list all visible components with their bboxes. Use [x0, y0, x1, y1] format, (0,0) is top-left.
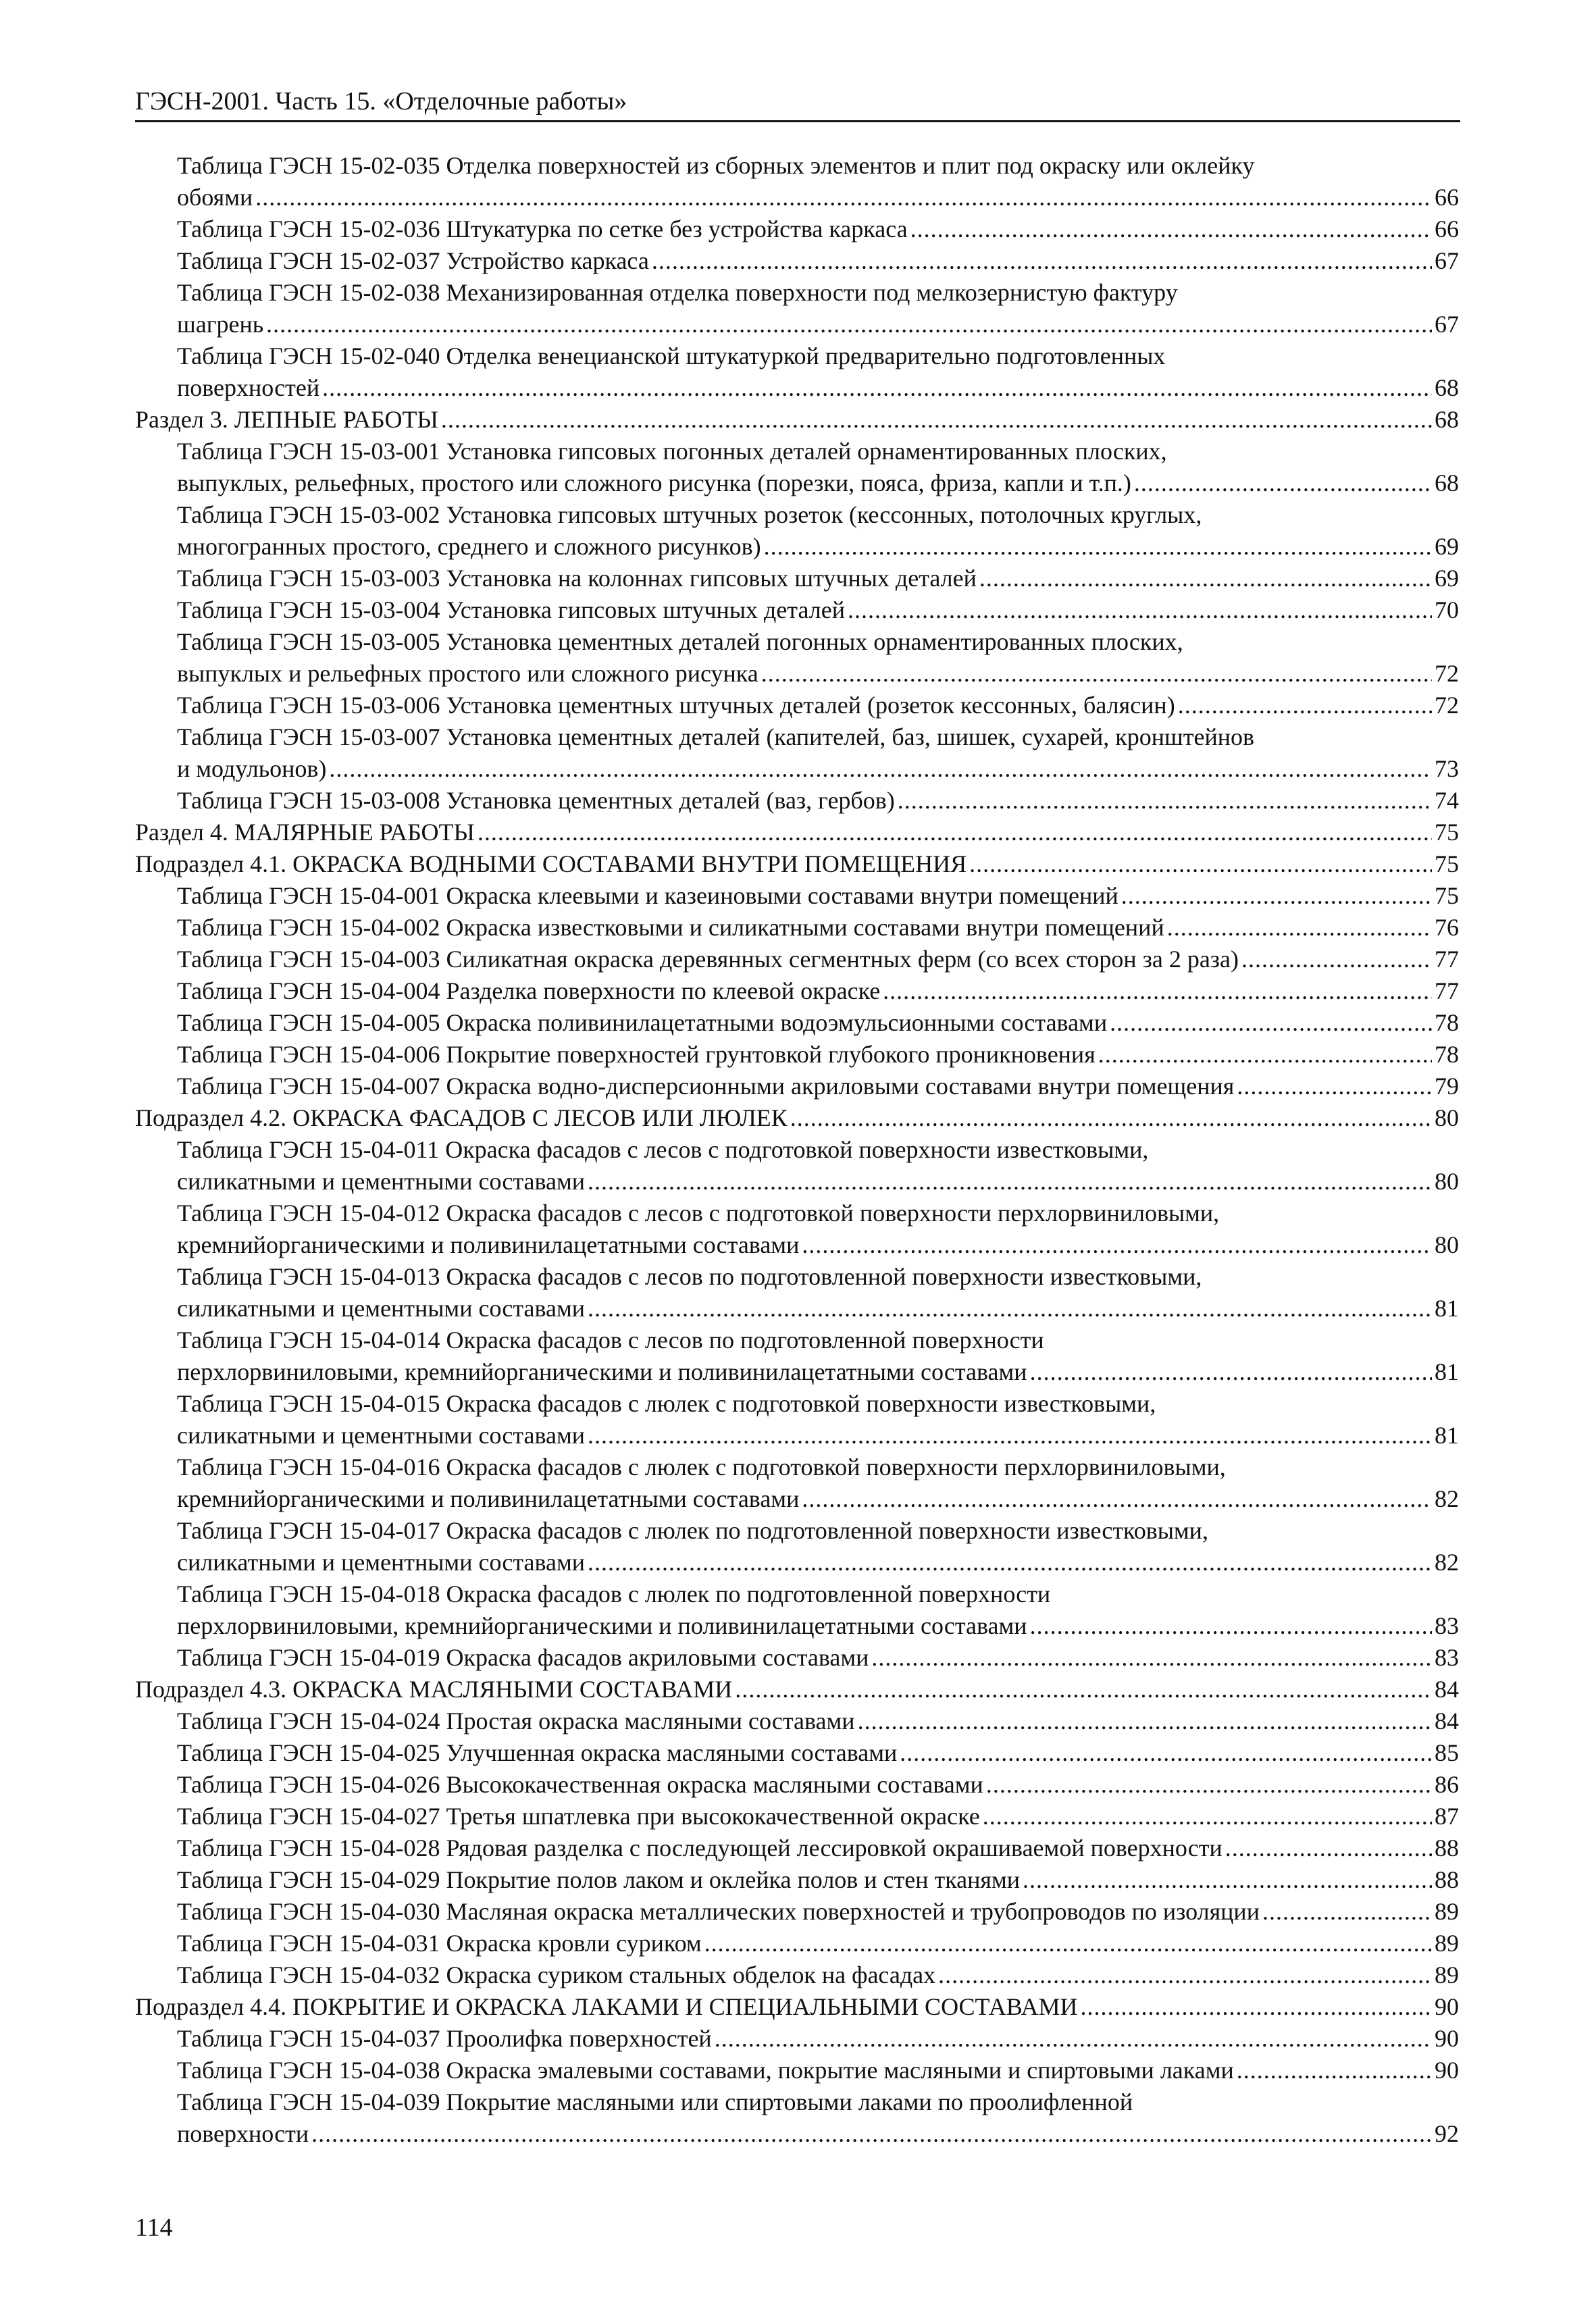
- toc-table-entry[interactable]: [135, 277, 1459, 340]
- toc-page-number: 90: [1435, 2025, 1459, 2052]
- toc-table-entry[interactable]: [135, 1959, 1459, 1991]
- toc-table-entry[interactable]: [135, 1007, 1459, 1039]
- toc-page-number: 89: [1435, 1898, 1459, 1925]
- toc-page-number: 80: [1435, 1168, 1459, 1195]
- toc-table-entry[interactable]: [135, 245, 1459, 277]
- toc-page-number: 70: [1435, 596, 1459, 623]
- toc-entry-title: многогранных простого, среднего и сложного рисунков): [177, 533, 761, 560]
- toc-entry-title: Таблица ГЭСН 15-04-037 Проолифка поверхностей: [177, 2025, 712, 2052]
- toc-entry-line: [177, 626, 1459, 658]
- dot-leader: [764, 531, 1432, 563]
- toc-entry-title: Таблица ГЭСН 15-02-038 Механизированная отделка поверхности под мелкозернистую фактуру: [177, 279, 1178, 306]
- dot-leader: [1237, 2055, 1432, 2086]
- toc-table-entry[interactable]: [135, 340, 1459, 404]
- dot-leader: [848, 594, 1432, 626]
- toc-entry-line: [177, 245, 1459, 277]
- toc-page-number: 82: [1435, 1549, 1459, 1576]
- toc-page-number: 80: [1435, 1104, 1459, 1131]
- toc-table-entry[interactable]: [135, 626, 1459, 690]
- toc-section-entry[interactable]: [135, 817, 1459, 848]
- dot-leader: [910, 213, 1432, 245]
- toc-table-entry[interactable]: [135, 563, 1459, 594]
- dot-leader: [1098, 1039, 1432, 1071]
- dot-leader: [329, 753, 1432, 785]
- toc-entry-line: [177, 721, 1459, 753]
- toc-page-number: 86: [1435, 1771, 1459, 1798]
- toc-entry-title: обоями: [177, 184, 253, 211]
- toc-page-number: 92: [1435, 2120, 1459, 2147]
- toc-page-number: 90: [1435, 1993, 1459, 2020]
- toc-entry-title: кремнийорганическими и поливинилацетатными составами: [177, 1231, 800, 1258]
- toc-entry-line: [177, 1737, 1459, 1769]
- toc-entry-line: [177, 658, 1459, 690]
- toc-entry-line: [177, 1705, 1459, 1737]
- toc-table-entry[interactable]: [135, 499, 1459, 563]
- toc-table-entry[interactable]: [135, 1388, 1459, 1451]
- toc-entry-line: [177, 1959, 1459, 1991]
- toc-page-number: 89: [1435, 1930, 1459, 1957]
- toc-entry-title: Таблица ГЭСН 15-04-006 Покрытие поверхностей грунтовкой глубокого проникновения: [177, 1041, 1096, 1068]
- toc-section-entry[interactable]: [135, 1102, 1459, 1134]
- toc-entry-line: [177, 880, 1459, 912]
- toc-entry-line: [177, 912, 1459, 944]
- toc-entry-line: [177, 531, 1459, 563]
- toc-entry-title: Таблица ГЭСН 15-04-004 Разделка поверхности по клеевой окраске: [177, 977, 881, 1004]
- toc-section-entry[interactable]: [135, 404, 1459, 436]
- toc-page-number: 81: [1435, 1295, 1459, 1322]
- toc-entry-title: шагрень: [177, 311, 264, 338]
- toc-entry-line: [177, 499, 1459, 531]
- toc-table-entry[interactable]: [135, 1071, 1459, 1102]
- toc-table-entry[interactable]: [135, 690, 1459, 721]
- toc-entry-title: Таблица ГЭСН 15-04-011 Окраска фасадов с лесов с подготовкой поверхности известковыми,: [177, 1136, 1149, 1163]
- toc-table-entry[interactable]: [135, 1801, 1459, 1832]
- toc-entry-line: [177, 2118, 1459, 2150]
- table-of-contents: [135, 150, 1459, 2150]
- dot-leader: [986, 1769, 1432, 1801]
- dot-leader: [983, 1801, 1432, 1832]
- toc-entry-title: Таблица ГЭСН 15-02-040 Отделка венецианской штукатуркой предварительно подготовленных: [177, 342, 1166, 369]
- toc-table-entry[interactable]: [135, 1198, 1459, 1261]
- toc-entry-title: Таблица ГЭСН 15-04-007 Окраска водно-дисперсионными акриловыми составами внутри помещения: [177, 1073, 1235, 1100]
- dot-leader: [311, 2118, 1432, 2150]
- toc-section-entry[interactable]: [135, 848, 1459, 880]
- toc-entry-line: [177, 690, 1459, 721]
- toc-section-entry[interactable]: [135, 1991, 1459, 2023]
- toc-entry-title: Таблица ГЭСН 15-03-002 Установка гипсовых штучных розеток (кессонных, потолочных круглых,: [177, 501, 1202, 528]
- toc-entry-title: Таблица ГЭСН 15-02-037 Устройство каркаса: [177, 247, 649, 274]
- toc-entry-title: Таблица ГЭСН 15-03-006 Установка цементных штучных деталей (розеток кессонных, балясин): [177, 692, 1175, 719]
- dot-leader: [266, 309, 1432, 340]
- dot-leader: [588, 1293, 1432, 1325]
- toc-entry-title: перхлорвиниловыми, кремнийорганическими и поливинилацетатными составами: [177, 1358, 1027, 1385]
- toc-table-entry[interactable]: [135, 880, 1459, 912]
- toc-entry-line: [177, 2023, 1459, 2055]
- toc-entry-line: [177, 1801, 1459, 1832]
- toc-entry-line: [177, 467, 1459, 499]
- toc-entry-title: Таблица ГЭСН 15-03-008 Установка цементных деталей (ваз, гербов): [177, 787, 895, 814]
- toc-entry-title: Таблица ГЭСН 15-04-030 Масляная окраска металлических поверхностей и трубопроводов по изоляции: [177, 1898, 1260, 1925]
- toc-entry-title: Таблица ГЭСН 15-04-019 Окраска фасадов акриловыми составами: [177, 1644, 869, 1671]
- toc-page-number: 74: [1435, 787, 1459, 814]
- toc-entry-line: [177, 1769, 1459, 1801]
- dot-leader: [969, 848, 1432, 880]
- toc-table-entry[interactable]: [135, 912, 1459, 944]
- toc-page-number: 67: [1435, 311, 1459, 338]
- toc-table-entry[interactable]: [135, 1928, 1459, 1959]
- toc-table-entry[interactable]: [135, 1039, 1459, 1071]
- toc-table-entry[interactable]: [135, 1578, 1459, 1642]
- dot-leader: [871, 1642, 1432, 1674]
- toc-entry-title: Таблица ГЭСН 15-04-029 Покрытие полов лаком и оклейка полов и стен тканями: [177, 1866, 1021, 1893]
- toc-entry-title: поверхностей: [177, 374, 320, 401]
- toc-page-number: 77: [1435, 977, 1459, 1004]
- toc-entry-line: [177, 1451, 1459, 1483]
- dot-leader: [1030, 1356, 1432, 1388]
- dot-leader: [735, 1674, 1432, 1705]
- toc-page-number: 68: [1435, 374, 1459, 401]
- toc-entry-line: [177, 1578, 1459, 1610]
- toc-entry-line: [177, 1039, 1459, 1071]
- toc-page-number: 81: [1435, 1422, 1459, 1449]
- toc-entry-title: выпуклых, рельефных, простого или сложного рисунка (порезки, пояса, фриза, капли и т.п.): [177, 469, 1131, 496]
- toc-entry-title: силикатными и цементными составами: [177, 1549, 586, 1576]
- dot-leader: [802, 1483, 1432, 1515]
- toc-entry-line: [177, 1134, 1459, 1166]
- toc-entry-title: кремнийорганическими и поливинилацетатными составами: [177, 1485, 800, 1512]
- toc-page-number: 73: [1435, 755, 1459, 782]
- toc-entry-line: [177, 594, 1459, 626]
- toc-table-entry[interactable]: [135, 721, 1459, 785]
- toc-entry-line: [177, 753, 1459, 785]
- toc-entry-line: [177, 1293, 1459, 1325]
- dot-leader: [938, 1959, 1432, 1991]
- toc-entry-line: [177, 340, 1459, 372]
- toc-entry-title: Таблица ГЭСН 15-04-038 Окраска эмалевыми составами, покрытие масляными и спиртовыми лаками: [177, 2057, 1234, 2084]
- toc-page-number: 68: [1435, 406, 1459, 433]
- dot-leader: [588, 1547, 1432, 1578]
- header-title: ГЭСН-2001. Часть 15. «Отделочные работы»: [135, 87, 627, 115]
- toc-page-number: 84: [1435, 1676, 1459, 1703]
- toc-entry-title: Таблица ГЭСН 15-04-039 Покрытие масляными или спиртовыми лаками по проолифленной: [177, 2088, 1133, 2115]
- toc-entry-line: [135, 1674, 1459, 1705]
- toc-entry-line: [177, 150, 1459, 182]
- toc-entry-title: Подраздел 4.4. ПОКРЫТИЕ И ОКРАСКА ЛАКАМИ И СПЕЦИАЛЬНЫМИ СОСТАВАМИ: [135, 1993, 1078, 2020]
- toc-page-number: 72: [1435, 660, 1459, 687]
- toc-table-entry[interactable]: [135, 2055, 1459, 2086]
- running-header: [135, 80, 1460, 122]
- toc-entry-line: [177, 1071, 1459, 1102]
- toc-table-entry[interactable]: [135, 785, 1459, 817]
- dot-leader: [255, 182, 1432, 213]
- toc-table-entry[interactable]: [135, 1896, 1459, 1928]
- toc-entry-line: [177, 1832, 1459, 1864]
- toc-entry-title: Таблица ГЭСН 15-04-024 Простая окраска масляными составами: [177, 1707, 855, 1734]
- toc-entry-line: [177, 563, 1459, 594]
- toc-entry-title: Таблица ГЭСН 15-04-018 Окраска фасадов с люлек по подготовленной поверхности: [177, 1580, 1051, 1608]
- toc-entry-line: [177, 1896, 1459, 1928]
- toc-entry-title: Таблица ГЭСН 15-04-015 Окраска фасадов с люлек с подготовкой поверхности известковыми,: [177, 1390, 1156, 1417]
- dot-leader: [704, 1928, 1432, 1959]
- toc-page-number: 80: [1435, 1231, 1459, 1258]
- toc-entry-title: и модульонов): [177, 755, 327, 782]
- toc-entry-line: [177, 944, 1459, 975]
- toc-page-number: 84: [1435, 1707, 1459, 1734]
- toc-table-entry[interactable]: [135, 2023, 1459, 2055]
- dot-leader: [652, 245, 1432, 277]
- toc-entry-line: [177, 1325, 1459, 1356]
- toc-entry-line: [177, 182, 1459, 213]
- toc-entry-line: [177, 309, 1459, 340]
- toc-page-number: 83: [1435, 1612, 1459, 1639]
- toc-page-number: 87: [1435, 1803, 1459, 1830]
- toc-page-number: 75: [1435, 882, 1459, 909]
- toc-entry-line: [177, 1483, 1459, 1515]
- toc-entry-line: [135, 404, 1459, 436]
- toc-entry-line: [177, 1420, 1459, 1451]
- toc-page-number: 78: [1435, 1041, 1459, 1068]
- toc-entry-title: силикатными и цементными составами: [177, 1422, 586, 1449]
- toc-entry-title: Таблица ГЭСН 15-03-005 Установка цементных деталей погонных орнаментированных плоских,: [177, 628, 1183, 655]
- toc-page-number: 77: [1435, 946, 1459, 973]
- toc-table-entry[interactable]: [135, 1134, 1459, 1198]
- toc-entry-line: [177, 1547, 1459, 1578]
- toc-entry-title: Таблица ГЭСН 15-04-017 Окраска фасадов с люлек по подготовленной поверхности известковыми,: [177, 1517, 1208, 1544]
- toc-table-entry[interactable]: [135, 1769, 1459, 1801]
- toc-page-number: 72: [1435, 692, 1459, 719]
- toc-entry-title: Подраздел 4.2. ОКРАСКА ФАСАДОВ С ЛЕСОВ ИЛИ ЛЮЛЕК: [135, 1104, 788, 1131]
- dot-leader: [979, 563, 1432, 594]
- toc-entry-line: [177, 1642, 1459, 1674]
- toc-table-entry[interactable]: [135, 1451, 1459, 1515]
- toc-page-number: 69: [1435, 533, 1459, 560]
- toc-entry-title: Таблица ГЭСН 15-02-035 Отделка поверхностей из сборных элементов и плит под окраску или оклейку: [177, 152, 1255, 179]
- toc-page-number: 75: [1435, 850, 1459, 877]
- dot-leader: [1241, 944, 1432, 975]
- toc-entry-line: [177, 436, 1459, 467]
- toc-table-entry[interactable]: [135, 594, 1459, 626]
- toc-page-number: 66: [1435, 215, 1459, 242]
- dot-leader: [478, 817, 1432, 848]
- page-number: 114: [135, 2213, 173, 2242]
- dot-leader: [1167, 912, 1432, 944]
- toc-entry-line: [177, 1515, 1459, 1547]
- dot-leader: [1262, 1896, 1432, 1928]
- toc-page-number: 88: [1435, 1866, 1459, 1893]
- toc-entry-title: Таблица ГЭСН 15-04-027 Третья шпатлевка при высококачественной окраске: [177, 1803, 980, 1830]
- dot-leader: [790, 1102, 1432, 1134]
- toc-table-entry[interactable]: [135, 1261, 1459, 1325]
- toc-entry-title: выпуклых и рельефных простого или сложного рисунка: [177, 660, 758, 687]
- toc-entry-line: [177, 2086, 1459, 2118]
- toc-table-entry[interactable]: [135, 1642, 1459, 1674]
- dot-leader: [1121, 880, 1432, 912]
- toc-page-number: 75: [1435, 819, 1459, 846]
- dot-leader: [715, 2023, 1432, 2055]
- dot-leader: [1134, 467, 1432, 499]
- toc-entry-line: [177, 1610, 1459, 1642]
- toc-entry-title: Таблица ГЭСН 15-04-025 Улучшенная окраска масляными составами: [177, 1739, 898, 1766]
- dot-leader: [588, 1420, 1432, 1451]
- dot-leader: [588, 1166, 1432, 1198]
- dot-leader: [1178, 690, 1432, 721]
- toc-entry-line: [135, 1991, 1459, 2023]
- toc-page-number: 79: [1435, 1073, 1459, 1100]
- toc-table-entry[interactable]: [135, 150, 1459, 213]
- toc-page-number: 88: [1435, 1834, 1459, 1861]
- toc-page-number: 66: [1435, 184, 1459, 211]
- toc-entry-line: [177, 1198, 1459, 1229]
- dot-leader: [441, 404, 1432, 436]
- toc-table-entry[interactable]: [135, 213, 1459, 245]
- toc-page-number: 68: [1435, 469, 1459, 496]
- toc-entry-title: поверхности: [177, 2120, 309, 2147]
- dot-leader: [858, 1705, 1432, 1737]
- toc-entry-title: Таблица ГЭСН 15-04-013 Окраска фасадов с лесов по подготовленной поверхности известковыми,: [177, 1263, 1202, 1290]
- dot-leader: [1023, 1864, 1432, 1896]
- toc-entry-title: Таблица ГЭСН 15-04-014 Окраска фасадов с лесов по подготовленной поверхности: [177, 1327, 1044, 1354]
- toc-entry-line: [135, 1102, 1459, 1134]
- dot-leader: [900, 1737, 1432, 1769]
- toc-table-entry[interactable]: [135, 944, 1459, 975]
- toc-entry-title: Таблица ГЭСН 15-02-036 Штукатурка по сетке без устройства каркаса: [177, 215, 908, 242]
- dot-leader: [1030, 1610, 1432, 1642]
- toc-page-number: 85: [1435, 1739, 1459, 1766]
- toc-page-number: 83: [1435, 1644, 1459, 1671]
- toc-page-number: 89: [1435, 1961, 1459, 1988]
- dot-leader: [1080, 1991, 1432, 2023]
- toc-table-entry[interactable]: [135, 436, 1459, 499]
- toc-entry-title: перхлорвиниловыми, кремнийорганическими и поливинилацетатными составами: [177, 1612, 1027, 1639]
- toc-entry-line: [135, 848, 1459, 880]
- toc-table-entry[interactable]: [135, 1864, 1459, 1896]
- toc-page-number: 76: [1435, 914, 1459, 941]
- toc-section-entry[interactable]: [135, 1674, 1459, 1705]
- toc-entry-title: Подраздел 4.1. ОКРАСКА ВОДНЫМИ СОСТАВАМИ ВНУТРИ ПОМЕЩЕНИЯ: [135, 850, 967, 877]
- toc-entry-line: [177, 1261, 1459, 1293]
- dot-leader: [322, 372, 1432, 404]
- toc-entry-title: Таблица ГЭСН 15-04-032 Окраска суриком стальных обделок на фасадах: [177, 1961, 936, 1988]
- toc-entry-title: Таблица ГЭСН 15-03-001 Установка гипсовых погонных деталей орнаментированных плоских,: [177, 438, 1167, 465]
- toc-entry-line: [177, 785, 1459, 817]
- toc-page-number: 78: [1435, 1009, 1459, 1036]
- toc-table-entry[interactable]: [135, 1325, 1459, 1388]
- toc-entry-title: Таблица ГЭСН 15-04-002 Окраска известковыми и силикатными составами внутри помещений: [177, 914, 1164, 941]
- dot-leader: [883, 975, 1432, 1007]
- toc-entry-line: [177, 372, 1459, 404]
- toc-entry-line: [177, 277, 1459, 309]
- toc-table-entry[interactable]: [135, 1832, 1459, 1864]
- toc-entry-title: Таблица ГЭСН 15-03-007 Установка цементных деталей (капителей, баз, шишек, сухарей, кронштейнов: [177, 723, 1254, 750]
- toc-entry-title: Таблица ГЭСН 15-04-031 Окраска кровли суриком: [177, 1930, 702, 1957]
- toc-entry-title: силикатными и цементными составами: [177, 1168, 586, 1195]
- toc-entry-title: Таблица ГЭСН 15-04-003 Силикатная окраска деревянных сегментных ферм (со всех сторон за 2 раза): [177, 946, 1239, 973]
- toc-entry-title: Таблица ГЭСН 15-04-005 Окраска поливинилацетатными водоэмульсионными составами: [177, 1009, 1108, 1036]
- dot-leader: [898, 785, 1432, 817]
- toc-page-number: 69: [1435, 565, 1459, 592]
- toc-entry-title: Таблица ГЭСН 15-04-026 Высококачественная окраска масляными составами: [177, 1771, 983, 1798]
- dot-leader: [802, 1229, 1432, 1261]
- toc-entry-line: [177, 975, 1459, 1007]
- toc-entry-line: [177, 1864, 1459, 1896]
- toc-entry-line: [135, 817, 1459, 848]
- toc-page-number: 67: [1435, 247, 1459, 274]
- toc-entry-title: Подраздел 4.3. ОКРАСКА МАСЛЯНЫМИ СОСТАВАМИ: [135, 1676, 733, 1703]
- toc-entry-title: Таблица ГЭСН 15-04-016 Окраска фасадов с люлек с подготовкой поверхности перхлорвиниловыми,: [177, 1454, 1226, 1481]
- toc-entry-title: Раздел 4. МАЛЯРНЫЕ РАБОТЫ: [135, 819, 475, 846]
- toc-table-entry[interactable]: [135, 975, 1459, 1007]
- toc-page-number: 82: [1435, 1485, 1459, 1512]
- toc-entry-title: Таблица ГЭСН 15-04-028 Рядовая разделка с последующей лессировкой окрашиваемой поверхности: [177, 1834, 1222, 1861]
- toc-table-entry[interactable]: [135, 1515, 1459, 1578]
- toc-entry-title: Раздел 3. ЛЕПНЫЕ РАБОТЫ: [135, 406, 438, 433]
- toc-table-entry[interactable]: [135, 2086, 1459, 2150]
- toc-entry-title: Таблица ГЭСН 15-04-001 Окраска клеевыми и казеиновыми составами внутри помещений: [177, 882, 1118, 909]
- toc-entry-title: Таблица ГЭСН 15-04-012 Окраска фасадов с лесов с подготовкой поверхности перхлорвиниловыми,: [177, 1200, 1220, 1227]
- dot-leader: [1225, 1832, 1432, 1864]
- toc-entry-line: [177, 1229, 1459, 1261]
- dot-leader: [1110, 1007, 1432, 1039]
- toc-entry-line: [177, 2055, 1459, 2086]
- toc-table-entry[interactable]: [135, 1705, 1459, 1737]
- toc-table-entry[interactable]: [135, 1737, 1459, 1769]
- toc-entry-line: [177, 1928, 1459, 1959]
- toc-entry-line: [177, 1166, 1459, 1198]
- toc-entry-title: Таблица ГЭСН 15-03-003 Установка на колоннах гипсовых штучных деталей: [177, 565, 977, 592]
- toc-page-number: 81: [1435, 1358, 1459, 1385]
- toc-entry-line: [177, 1356, 1459, 1388]
- toc-entry-title: силикатными и цементными составами: [177, 1295, 586, 1322]
- toc-entry-line: [177, 1388, 1459, 1420]
- toc-page-number: 90: [1435, 2057, 1459, 2084]
- toc-entry-line: [177, 1007, 1459, 1039]
- dot-leader: [1237, 1071, 1432, 1102]
- toc-entry-title: Таблица ГЭСН 15-03-004 Установка гипсовых штучных деталей: [177, 596, 845, 623]
- dot-leader: [761, 658, 1432, 690]
- toc-entry-line: [177, 213, 1459, 245]
